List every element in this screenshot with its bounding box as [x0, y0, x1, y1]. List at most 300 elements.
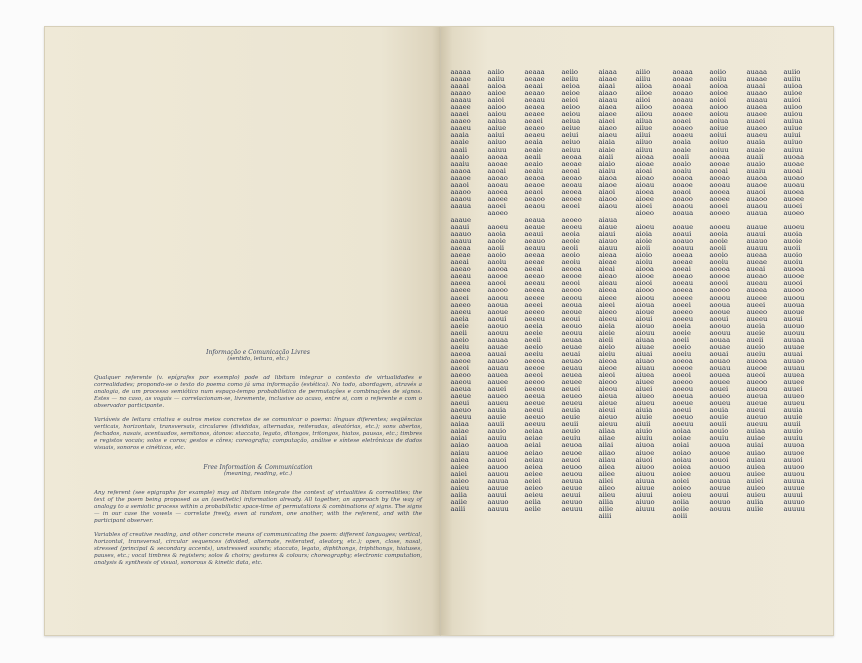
- vowel-word: aeieo: [524, 483, 543, 492]
- word-column: [451, 69, 486, 520]
- vowel-word: aouou: [709, 469, 731, 478]
- vowel-word: aoaio: [672, 159, 691, 168]
- vowel-word: aooeu: [709, 223, 731, 232]
- vowel-word: aaoua: [487, 300, 509, 309]
- vowel-word: aioao: [635, 173, 654, 182]
- vowel-word: aioae: [635, 159, 654, 168]
- vowel-word: aoiui: [709, 131, 727, 140]
- vowel-word: auiou: [783, 110, 803, 119]
- vowel-word: aiiea: [598, 462, 615, 471]
- vowel-word: aiaoi: [598, 187, 616, 196]
- vowel-word: aeoai: [561, 166, 580, 175]
- vowel-word: aeeai: [524, 265, 543, 274]
- vowel-word: auauo: [746, 237, 768, 246]
- vowel-word: auuea: [783, 371, 805, 380]
- vowel-word: aeiee: [524, 469, 543, 478]
- vowel-word: aooua: [709, 300, 731, 309]
- vowel-word: auooa: [783, 265, 805, 274]
- vowel-word: auaia: [746, 138, 766, 147]
- vowel-word: aaeoo: [450, 371, 471, 380]
- vowel-word: aeoiu: [561, 258, 581, 267]
- vowel-word: aooue: [709, 307, 731, 316]
- vowel-word: aiaiu: [598, 166, 616, 175]
- vowel-word: aiaou: [598, 201, 618, 210]
- vowel-word: aeooe: [561, 272, 582, 281]
- vowel-word: aaeao: [450, 265, 471, 274]
- word-column: [673, 69, 708, 520]
- vowel-word: aueiu: [746, 349, 766, 358]
- vowel-word: aaaui: [450, 223, 470, 232]
- vowel-word: aeaau: [524, 96, 546, 105]
- vowel-word: aiaua: [598, 215, 618, 224]
- vowel-word: aouoi: [709, 455, 729, 464]
- vowel-word: auuua: [783, 476, 805, 485]
- vowel-word: auauu: [746, 244, 768, 253]
- vowel-word: aoeei: [672, 300, 691, 309]
- vowel-word: aaaia: [450, 131, 469, 140]
- vowel-word: auooi: [783, 279, 803, 288]
- vowel-word: aaaoi: [450, 180, 469, 189]
- vowel-word: aiiei: [598, 476, 614, 485]
- vowel-word: aaiie: [450, 497, 467, 506]
- vowel-word: aaaie: [450, 138, 469, 147]
- vowel-word: aeiio: [561, 68, 579, 76]
- vowel-word: aiiue: [635, 124, 653, 133]
- vowel-word: aiuoi: [635, 455, 653, 464]
- vowel-word: aioio: [635, 251, 653, 260]
- vowel-word: aoiiu: [709, 75, 727, 84]
- vowel-word: aeaio: [524, 159, 543, 168]
- vowel-word: auuie: [783, 413, 803, 422]
- vowel-word: aaaii: [450, 145, 468, 154]
- vowel-word: aaoie: [487, 237, 506, 246]
- vowel-word: auoeu: [783, 223, 805, 232]
- vowel-word: aeiao: [524, 448, 543, 457]
- vowel-word: aeuoe: [561, 448, 583, 457]
- vowel-word: aoaui: [672, 230, 692, 239]
- vowel-word: aoaii: [672, 152, 690, 161]
- word-column: [599, 69, 634, 520]
- vowel-word: aueie: [746, 328, 766, 337]
- vowel-word: aaaaa: [450, 68, 471, 76]
- vowel-word: aeaiu: [524, 166, 544, 175]
- vowel-word: auouo: [783, 321, 805, 330]
- vowel-word: aiaia: [598, 138, 616, 147]
- vowel-word: aeiae: [524, 434, 543, 443]
- vowel-word: aaaio: [450, 152, 469, 161]
- vowel-word: auuei: [783, 385, 803, 394]
- vowel-word: auuio: [783, 427, 803, 436]
- vowel-word: aioou: [635, 293, 655, 302]
- vowel-word: aueaa: [746, 251, 768, 260]
- paragraph-english-1: Any referent (see epigraphs for example) may ad libitum integrate the context of virtualities & correalities; the text of the poem being proposed as an (aesthetic) information already. All together, an approach by the way of analogy to a semiotic process within a probabilistic space-time of permutations & combinations of signs. The signs — in our case the vowels — correlate freely, even at random, one another, with the referent, and with the participant observer.: [94, 490, 422, 524]
- vowel-word: aaeeo: [450, 300, 471, 309]
- vowel-word: aaeio: [450, 335, 469, 344]
- vowel-word: aaeea: [450, 279, 471, 288]
- vowel-word: aueee: [746, 293, 767, 302]
- vowel-word: aaoou: [487, 293, 509, 302]
- vowel-word: aoiaa: [672, 427, 691, 436]
- vowel-word: aaeia: [450, 314, 469, 323]
- vowel-word: auiiu: [783, 75, 801, 84]
- vowel-word: aeaoa: [524, 173, 545, 182]
- vowel-word: aouae: [709, 342, 731, 351]
- vowel-word: aiaoe: [598, 180, 617, 189]
- vowel-word: aaoeu: [487, 223, 509, 232]
- vowel-word: aeauo: [524, 237, 546, 246]
- vowel-word: aiiee: [598, 469, 615, 478]
- vowel-word: aeeae: [524, 258, 545, 267]
- vowel-word: aeuoi: [561, 455, 581, 464]
- vowel-word: aoaea: [672, 103, 693, 112]
- vowel-word: auaae: [746, 75, 768, 84]
- vowel-word: aaoau: [487, 180, 509, 189]
- vowel-word: aioii: [635, 244, 651, 253]
- vowel-word: aoiuo: [709, 138, 729, 147]
- vowel-word: aoaee: [672, 110, 693, 119]
- vowel-word: aoiio: [709, 68, 727, 76]
- vowel-word: aiaea: [598, 103, 617, 112]
- vowel-word: aiaai: [598, 82, 616, 91]
- vowel-word: aeaee: [524, 110, 545, 119]
- vowel-word: aeiua: [561, 117, 581, 126]
- vowel-word: aiioe: [635, 89, 653, 98]
- vowel-word: aaiee: [450, 462, 469, 471]
- vowel-word: auoee: [783, 194, 805, 203]
- vowel-word: aauae: [487, 342, 509, 351]
- vowel-word: aauie: [487, 413, 507, 422]
- vowel-word: aeouo: [561, 321, 583, 330]
- vowel-word: auoaa: [783, 152, 805, 161]
- vowel-word: aoeio: [672, 342, 691, 351]
- vowel-word: aouao: [709, 356, 731, 365]
- vowel-word: aaioi: [487, 96, 505, 105]
- vowel-permutation-grid: [451, 69, 819, 520]
- vowel-word: aeuuu: [561, 504, 583, 513]
- vowel-word: auoeo: [783, 208, 805, 217]
- vowel-word: aueoa: [746, 356, 768, 365]
- vowel-word: aeeii: [524, 335, 541, 344]
- vowel-word: aiiae: [598, 434, 615, 443]
- vowel-word: aoioi: [709, 96, 727, 105]
- vowel-word: aueea: [746, 286, 768, 295]
- vowel-word: aiaau: [598, 96, 618, 105]
- vowel-word: auaeu: [746, 131, 768, 140]
- vowel-word: aoouo: [709, 321, 731, 330]
- vowel-word: aaueo: [487, 392, 509, 401]
- vowel-word: aieuu: [598, 420, 618, 429]
- vowel-word: aoaei: [672, 117, 691, 126]
- vowel-word: auuiu: [783, 434, 803, 443]
- vowel-word: aeueo: [561, 392, 583, 401]
- vowel-word: aaaiu: [450, 159, 470, 168]
- vowel-word: aoeuo: [672, 413, 694, 422]
- vowel-word: aoaeu: [672, 131, 694, 140]
- vowel-word: aeuue: [561, 483, 583, 492]
- vowel-word: aiuao: [635, 356, 655, 365]
- vowel-word: aauoi: [487, 455, 507, 464]
- vowel-word: aiuea: [635, 371, 655, 380]
- vowel-word: aaooo: [487, 286, 508, 295]
- vowel-word: auuii: [783, 420, 801, 429]
- vowel-word: auaiu: [746, 166, 766, 175]
- vowel-word: auuai: [783, 349, 803, 358]
- vowel-word: aauoo: [487, 462, 509, 471]
- vowel-word: aiuuu: [635, 504, 655, 513]
- vowel-word: aouea: [709, 371, 731, 380]
- vowel-word: aiuua: [635, 476, 655, 485]
- vowel-word: aoauo: [672, 237, 694, 246]
- vowel-word: aeeeo: [524, 307, 545, 316]
- vowel-word: aeoaa: [561, 152, 582, 161]
- vowel-word: aeiea: [524, 462, 543, 471]
- vowel-word: aaiaa: [450, 420, 469, 429]
- vowel-word: aaiae: [450, 427, 469, 436]
- vowel-word: aiaie: [598, 145, 615, 154]
- vowel-word: auaea: [746, 103, 768, 112]
- vowel-word: aaieu: [450, 483, 470, 492]
- vowel-word: aauao: [487, 356, 509, 365]
- vowel-word: aouee: [709, 378, 731, 387]
- vowel-word: aaeaa: [450, 244, 471, 253]
- vowel-word: aiueo: [635, 392, 655, 401]
- vowel-word: auioa: [783, 82, 803, 91]
- vowel-word: aueau: [746, 279, 768, 288]
- vowel-word: auiau: [746, 455, 766, 464]
- vowel-word: auiaa: [746, 427, 766, 436]
- vowel-word: auoou: [783, 293, 805, 302]
- vowel-word: aoeoo: [672, 378, 693, 387]
- vowel-word: auiua: [783, 117, 803, 126]
- vowel-word: aaeuu: [450, 413, 472, 422]
- vowel-word: aieie: [598, 328, 615, 337]
- vowel-word: aoeea: [672, 286, 693, 295]
- vowel-word: aooui: [709, 314, 729, 323]
- vowel-word: aeeei: [524, 300, 543, 309]
- vowel-word: aoaie: [672, 145, 691, 154]
- vowel-word: auuuu: [783, 504, 806, 513]
- vowel-word: aiooa: [635, 265, 654, 274]
- vowel-word: aioau: [635, 180, 655, 189]
- vowel-word: auoei: [783, 201, 803, 210]
- vowel-word: aoooo: [709, 286, 730, 295]
- vowel-word: aoaua: [672, 208, 694, 217]
- vowel-word: aiiia: [598, 497, 614, 506]
- vowel-word: auaii: [746, 152, 764, 161]
- vowel-word: auuoo: [783, 462, 805, 471]
- vowel-word: aaeii: [450, 328, 467, 337]
- vowel-word: aeoua: [561, 300, 583, 309]
- vowel-word: aoouu: [709, 328, 731, 337]
- vowel-word: aieee: [598, 293, 617, 302]
- vowel-word: aeiou: [561, 110, 581, 119]
- vowel-word: auuuo: [783, 497, 805, 506]
- vowel-word: aeaou: [524, 201, 546, 210]
- vowel-word: aiaee: [598, 110, 617, 119]
- vowel-word: aoeee: [672, 293, 693, 302]
- vowel-word: aoiei: [672, 476, 690, 485]
- vowel-word: aeeao: [524, 272, 545, 281]
- vowel-word: auaau: [746, 96, 768, 105]
- vowel-word: aieei: [598, 300, 615, 309]
- vowel-word: aooea: [709, 187, 730, 196]
- vowel-word: aaoea: [487, 187, 508, 196]
- vowel-word: aiuaa: [635, 335, 655, 344]
- vowel-word: aooii: [709, 244, 727, 253]
- vowel-word: auoai: [783, 166, 803, 175]
- vowel-word: aoooa: [709, 265, 730, 274]
- vowel-word: aoeoe: [672, 363, 693, 372]
- vowel-word: auoea: [783, 187, 805, 196]
- vowel-word: aiiio: [635, 68, 651, 76]
- vowel-word: aeuia: [561, 406, 581, 415]
- vowel-word: aaauo: [450, 230, 472, 239]
- vowel-word: aeuae: [561, 342, 583, 351]
- vowel-word: aiaei: [598, 117, 615, 126]
- vowel-word: aiuoe: [635, 448, 655, 457]
- vowel-word: aoioo: [709, 103, 729, 112]
- vowel-word: aiiaa: [598, 427, 616, 436]
- vowel-word: aeeui: [524, 406, 544, 415]
- vowel-word: aaoue: [487, 307, 509, 316]
- vowel-word: aoaai: [672, 82, 691, 91]
- vowel-word: aoauu: [672, 244, 694, 253]
- vowel-word: aiuae: [635, 342, 655, 351]
- vowel-word: aoeae: [672, 258, 693, 267]
- left-page: [44, 26, 441, 636]
- vowel-word: aoeoi: [672, 371, 691, 380]
- vowel-word: auouu: [783, 328, 805, 337]
- vowel-word: aauii: [487, 420, 505, 429]
- vowel-word: auaee: [746, 110, 768, 119]
- vowel-word: aaoii: [487, 244, 505, 253]
- vowel-word: aouue: [709, 483, 731, 492]
- vowel-word: aoeoa: [672, 356, 693, 365]
- vowel-word: aaaoa: [450, 166, 471, 175]
- vowel-word: aoeao: [672, 272, 693, 281]
- vowel-word: aauuo: [487, 497, 509, 506]
- vowel-word: aiooi: [635, 279, 653, 288]
- vowel-word: aiuui: [635, 490, 653, 499]
- vowel-word: aioai: [635, 166, 653, 175]
- vowel-word: aoaoe: [672, 180, 693, 189]
- vowel-word: aiuia: [635, 406, 653, 415]
- vowel-word: aieoo: [598, 378, 617, 387]
- vowel-word: aaiuu: [487, 145, 507, 154]
- vowel-word: aooio: [709, 251, 729, 260]
- vowel-word: aeoia: [561, 230, 580, 239]
- vowel-word: aiiua: [635, 117, 653, 126]
- vowel-word: aeoou: [561, 293, 583, 302]
- vowel-word: aeeoi: [524, 371, 543, 380]
- vowel-word: auioe: [783, 89, 803, 98]
- vowel-word: aoiue: [709, 124, 729, 133]
- vowel-word: auoiu: [783, 258, 803, 267]
- vowel-word: aiaoa: [598, 173, 617, 182]
- word-column: [636, 69, 671, 520]
- heading-english: Free Information & Communication: [203, 464, 313, 471]
- vowel-word: auaai: [746, 82, 766, 91]
- vowel-word: aeeue: [524, 399, 545, 408]
- vowel-word: aoieu: [672, 490, 692, 499]
- vowel-word: auoau: [783, 180, 805, 189]
- vowel-word: aoaau: [672, 96, 694, 105]
- vowel-word: aoiuu: [709, 145, 729, 154]
- paragraph-english-2: Variables of creative reading, and other concrete means of communicating the poem: different languages; vertical, horizontal, transversal, circular sequences (divided, alternate, reiterated, aleatory, etc.); open, close, nasal, stressed (principal & secondary accents), unstressed sounds; staccato, legato, diphthongs, triphthongs, hiatuses, pauses, etc.; vocal timbres & registers; solos & choirs; gestures & colours; choreography; electronic computation, analysis & synthesis of visual, sonorous & kinetic data, etc.: [94, 532, 422, 566]
- vowel-word: aueua: [746, 392, 768, 401]
- vowel-word: aaaue: [450, 215, 472, 224]
- vowel-word: aauei: [487, 385, 507, 394]
- vowel-word: aeiau: [524, 455, 544, 464]
- vowel-word: aiioi: [635, 96, 651, 105]
- vowel-word: auooe: [783, 272, 805, 281]
- vowel-word: aiaio: [598, 159, 616, 168]
- vowel-word: aaiai: [450, 434, 468, 443]
- vowel-word: aioeu: [635, 223, 655, 232]
- vowel-word: aauea: [487, 371, 509, 380]
- vowel-word: aouoo: [709, 462, 731, 471]
- vowel-word: auiia: [746, 497, 764, 506]
- vowel-word: aiuiu: [635, 434, 653, 443]
- vowel-word: aaaua: [450, 201, 472, 210]
- vowel-word: aiiui: [635, 131, 651, 140]
- vowel-word: aaoeo: [487, 208, 508, 217]
- vowel-word: aeiiu: [561, 75, 579, 84]
- vowel-word: aaeae: [450, 251, 471, 260]
- vowel-word: auuao: [783, 356, 805, 365]
- vowel-word: aeeia: [524, 321, 543, 330]
- vowel-word: aoeaa: [672, 251, 693, 260]
- vowel-word: aaoaa: [487, 152, 508, 161]
- vowel-word: aeuai: [561, 349, 581, 358]
- vowel-word: auuaa: [783, 335, 805, 344]
- vowel-word: aoooi: [709, 279, 729, 288]
- vowel-word: aauai: [487, 349, 507, 358]
- vowel-word: auioo: [783, 103, 803, 112]
- vowel-word: aeeaa: [524, 251, 545, 260]
- vowel-word: aueeu: [746, 314, 768, 323]
- vowel-word: aeaeo: [524, 124, 545, 133]
- vowel-word: aaeua: [450, 385, 472, 394]
- vowel-word: aiaoo: [598, 194, 617, 203]
- vowel-word: aooao: [709, 173, 730, 182]
- vowel-word: aaauu: [450, 237, 472, 246]
- paragraph-portuguese-2: Variáveis de leitura criativa e outros meios concretos de se comunicar o poema: línguas diferentes; seqüências verticais, horizontais, transversais, circulares (divididas, alternadas, reiteradas, aleatórias, etc.); sons abertos, fechados, nasais, acentuados, semitonos, átonos: staccato, legato, ditongos, tritongos, hiatos, pausas, etc.; timbres e registos vocais; solos e coros; gestos e côres; coreografia; computação, análise e síntese eletrônicas de dados visuais, sonoros e cinéticos, etc.: [94, 417, 422, 451]
- vowel-word: aeoea: [561, 187, 582, 196]
- vowel-word: aoieo: [672, 483, 691, 492]
- left-text-block: [94, 349, 422, 574]
- vowel-word: aaiou: [487, 110, 507, 119]
- vowel-word: aouuo: [709, 497, 731, 506]
- vowel-word: auueo: [783, 392, 805, 401]
- vowel-word: aauiu: [487, 434, 507, 443]
- vowel-word: aeiei: [524, 476, 541, 485]
- vowel-word: aiiuu: [635, 145, 653, 154]
- vowel-word: auuee: [783, 378, 805, 387]
- paragraph-portuguese-1: Qualquer referente (v. epígrafes por exemplo) pode ad libitum integrar o contexto de virtualidades e correalidades; propondo-se o texto do poema como já uma informação (estética). No todo, abordagem, através a analogia, de um processo semiótico num espaço-tempo probabilístico de permutações e combinações de signos. Estes — no caso, as vogais — correlacionam-se, livremente, inclusive ao acaso, entre si, com o referente e com o observador participante.: [94, 375, 422, 409]
- vowel-word: aauou: [487, 469, 509, 478]
- vowel-word: aiooo: [635, 286, 655, 295]
- word-column: [525, 69, 560, 520]
- vowel-word: aoioe: [709, 89, 728, 98]
- vowel-word: aoueo: [709, 392, 731, 401]
- vowel-word: aiaui: [598, 230, 616, 239]
- vowel-word: aiuuo: [635, 497, 655, 506]
- vowel-word: aeoao: [561, 173, 582, 182]
- vowel-word: auaoe: [746, 180, 768, 189]
- vowel-word: aeoeo: [561, 215, 582, 224]
- vowel-word: aiieo: [598, 483, 616, 492]
